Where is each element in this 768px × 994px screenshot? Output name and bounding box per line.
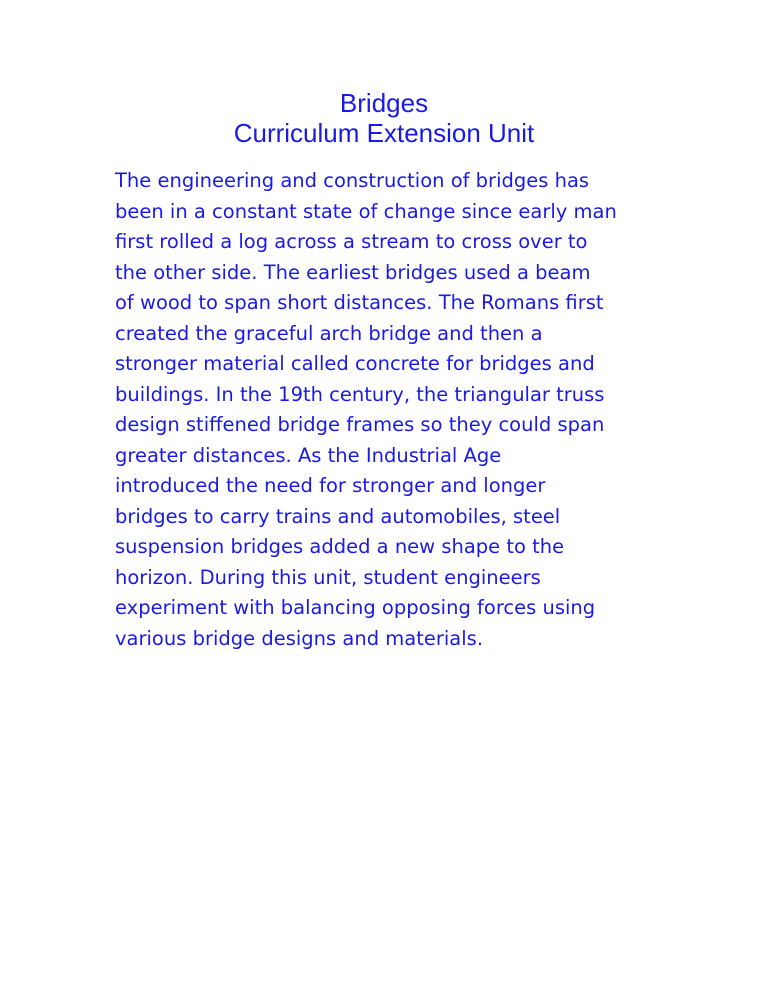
paragraph-line: been in a constant state of change since early man <box>115 199 617 223</box>
body-paragraph <box>115 166 675 654</box>
paragraph-line: design stiffened bridge frames so they could span <box>115 413 605 436</box>
paragraph-line: suspension bridges added a new shape to the <box>115 535 565 558</box>
title-main: Bridges <box>339 88 429 118</box>
paragraph-line: greater distances. As the Industrial Age <box>115 443 502 467</box>
page-title <box>0 88 768 148</box>
paragraph-line: stronger material called concrete for bridges and <box>115 352 595 375</box>
paragraph-line: buildings. In the 19th century, the triangular truss <box>115 382 605 406</box>
paragraph-line: first rolled a log across a stream to cross over to <box>115 230 588 253</box>
paragraph-line: created the graceful arch bridge and then a <box>115 321 543 345</box>
paragraph-line: introduced the need for stronger and longer <box>115 474 546 497</box>
paragraph-line: experiment with balancing opposing forces using <box>115 596 596 619</box>
paragraph-line: bridges to carry trains and automobiles, steel <box>115 504 561 528</box>
paragraph-line: The engineering and construction of bridges has <box>115 169 590 192</box>
paragraph-line: various bridge designs and materials. <box>115 626 484 650</box>
title-subtitle: Curriculum Extension Unit <box>233 118 535 148</box>
paragraph-line: the other side. The earliest bridges used a beam <box>115 260 591 284</box>
paragraph-line: horizon. During this unit, student engineers <box>115 565 541 589</box>
paragraph-line: of wood to span short distances. The Romans first <box>115 291 604 314</box>
